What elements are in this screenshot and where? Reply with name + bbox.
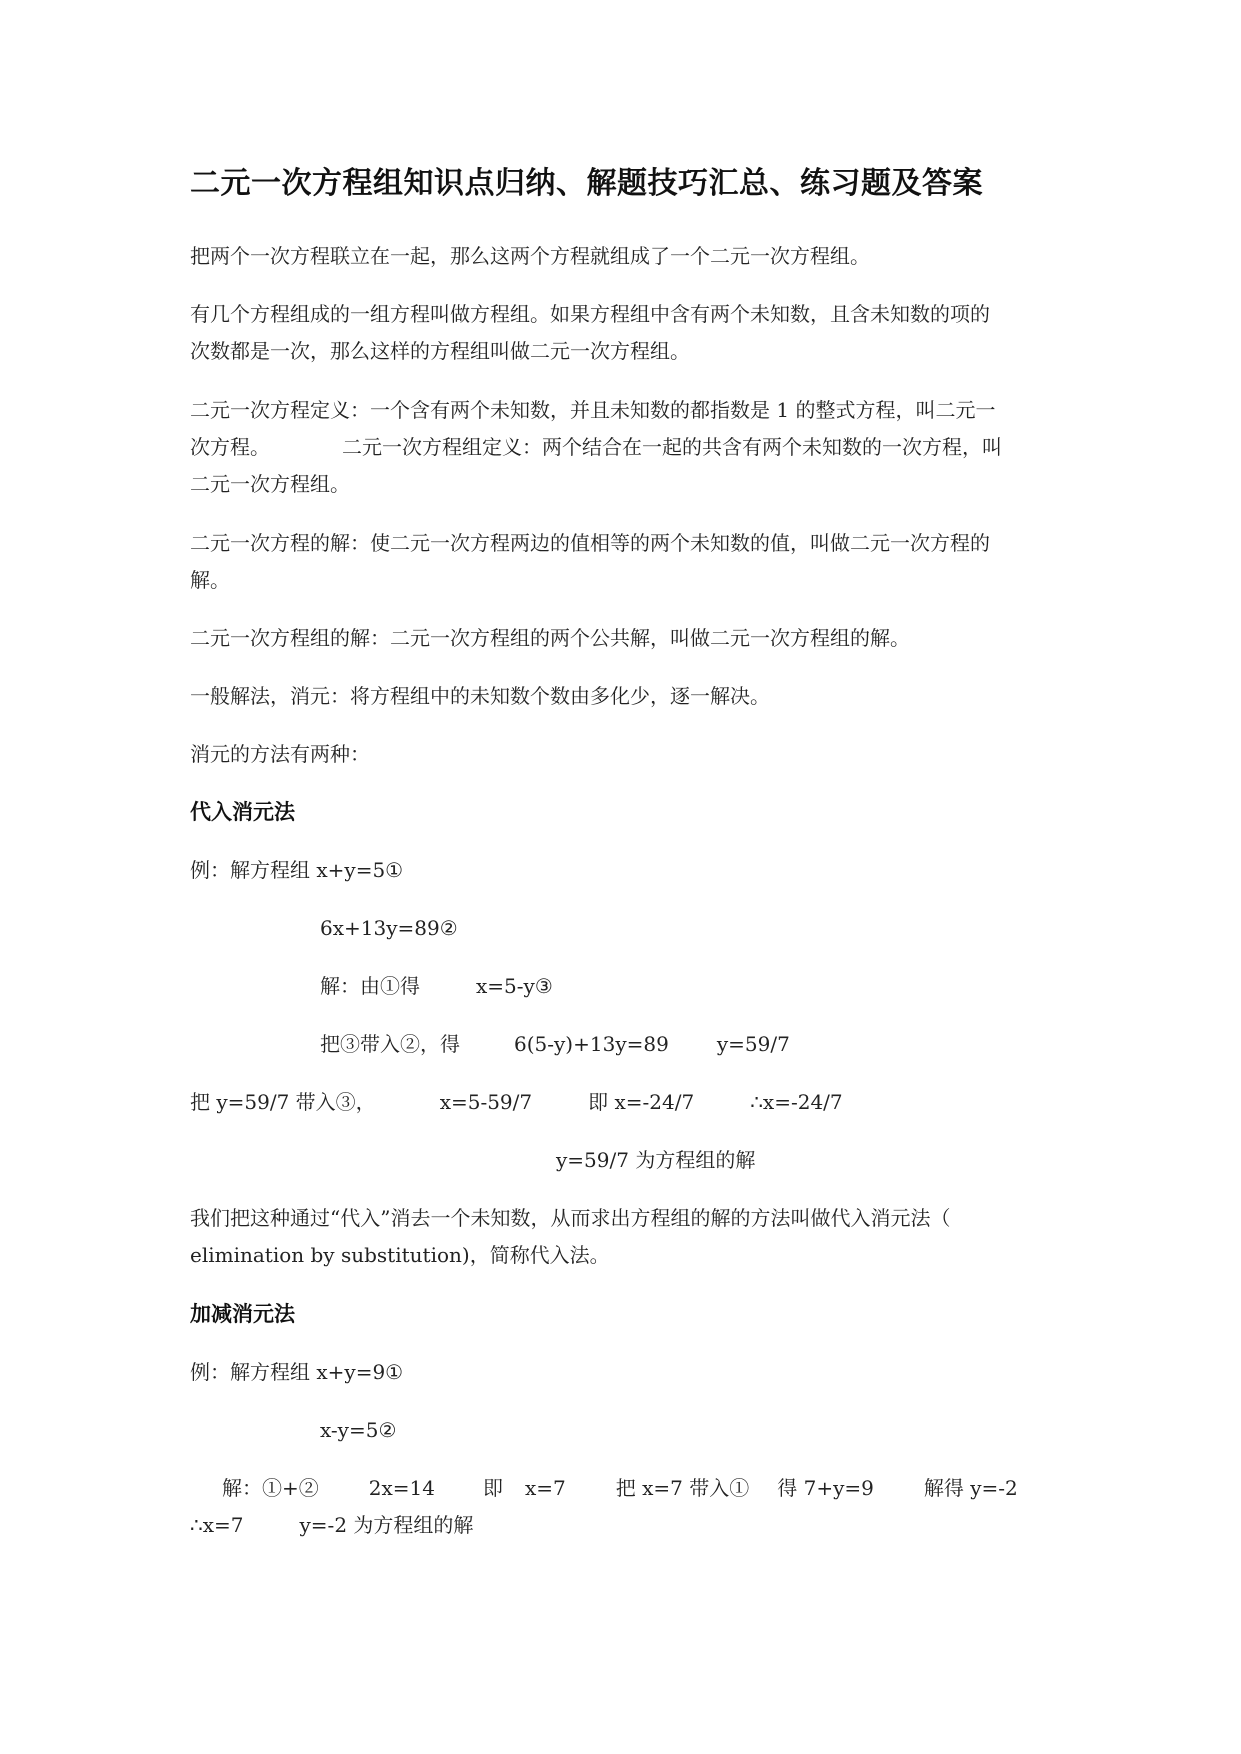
solution-step-1	[320, 968, 553, 1004]
equation-2: 6x+13y=89②	[320, 916, 458, 940]
heading-substitution: 代入消元法	[190, 799, 295, 824]
step-2-equation: 6(5-y)+13y=89	[514, 1032, 669, 1056]
add-step-7: 解得 y=-2	[923, 1476, 1018, 1500]
paragraph-two-methods: 消元的方法有两种：	[190, 742, 370, 766]
add-step-6: 得 7+y=9	[777, 1476, 874, 1500]
step-3-equation: x=5-59/7	[439, 1090, 533, 1114]
add-result-x: ∴x=7	[190, 1513, 244, 1537]
page-title: 二元一次方程组知识点归纳、解题技巧汇总、练习题及答案	[190, 166, 983, 201]
paragraph-solution-line-2: 解。	[190, 568, 230, 592]
step-1-result: x=5-y③	[476, 974, 553, 998]
addition-solution-line	[222, 1470, 1018, 1506]
add-step-1: 解：①+②	[222, 1476, 319, 1500]
paragraph-equation-def-line-1: 二元一次方程定义：一个含有两个未知数，并且未知数的都指数是 1 的整式方程，叫二元一	[190, 398, 996, 422]
system-def-start: 二元一次方程组定义：两个结合在一起的共含有两个未知数的一次方程，叫	[342, 435, 1002, 459]
add-step-2: 2x=14	[368, 1476, 435, 1500]
substitution-description-line-1: 我们把这种通过“代入”消去一个未知数，从而求出方程组的解的方法叫做代入消元法（	[190, 1206, 951, 1230]
step-3-result: 即 x=-24/7	[588, 1090, 695, 1114]
addition-result-line	[190, 1507, 473, 1543]
paragraph-equation-def-line-2	[190, 429, 1002, 465]
step-2-result: y=59/7	[716, 1032, 790, 1056]
paragraph-solution-line-1: 二元一次方程的解：使二元一次方程两边的值相等的两个未知数的值，叫做二元一次方程的	[190, 531, 990, 555]
paragraph-general-method: 一般解法，消元：将方程组中的未知数个数由多化少，逐一解决。	[190, 684, 770, 708]
add-step-5: 把 x=7 带入①	[615, 1476, 750, 1500]
equation-def-end: 次方程。	[190, 435, 270, 459]
paragraph-system-solution: 二元一次方程组的解：二元一次方程组的两个公共解，叫做二元一次方程组的解。	[190, 626, 910, 650]
paragraph-system-line-2: 次数都是一次，那么这样的方程组叫做二元一次方程组。	[190, 339, 690, 363]
step-3-therefore: ∴x=-24/7	[750, 1090, 843, 1114]
addition-equation-2: x-y=5②	[320, 1418, 397, 1442]
step-1-text: 解：由①得	[320, 974, 420, 998]
add-step-4: x=7	[524, 1476, 566, 1500]
paragraph-equation-def-line-3: 二元一次方程组。	[190, 472, 350, 496]
step-2-text: 把③带入②，得	[320, 1032, 460, 1056]
solution-step-3	[190, 1084, 843, 1120]
solution-conclusion: y=59/7 为方程组的解	[556, 1148, 756, 1172]
heading-addition-elimination: 加减消元法	[190, 1301, 295, 1326]
paragraph-definition-intro: 把两个一次方程联立在一起，那么这两个方程就组成了一个二元一次方程组。	[190, 244, 870, 268]
solution-step-2	[320, 1026, 790, 1062]
substitution-description-line-2: elimination by substitution)，简称代入法。	[190, 1243, 610, 1267]
add-step-3: 即	[482, 1476, 503, 1500]
example-substitution: 例：解方程组 x+y=5①	[190, 858, 404, 882]
step-3-text: 把 y=59/7 带入③，	[190, 1090, 376, 1114]
paragraph-system-line-1: 有几个方程组成的一组方程叫做方程组。如果方程组中含有两个未知数，且含未知数的项的	[190, 302, 990, 326]
add-result-y: y=-2 为方程组的解	[299, 1513, 474, 1537]
example-addition: 例：解方程组 x+y=9①	[190, 1360, 404, 1384]
